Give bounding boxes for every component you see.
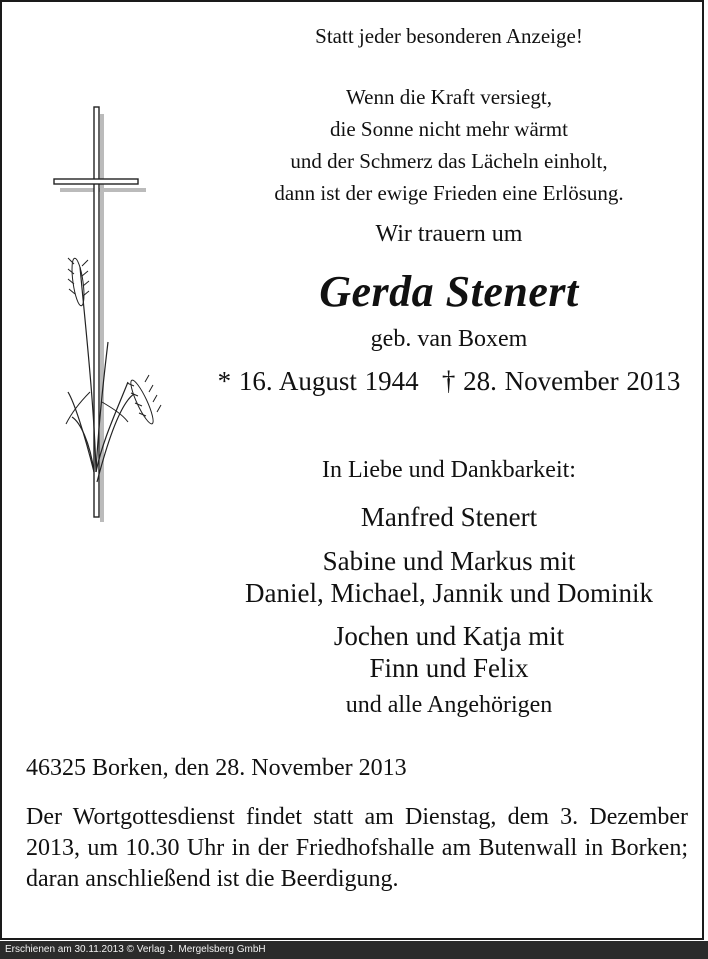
family-line: Jochen und Katja mit [333,621,565,651]
family-line-spouse: Manfred Stenert [360,502,538,532]
poem-line: dann ist der ewige Frieden eine Erlösung. [274,181,624,205]
family-line: Daniel, Michael, Jannik und Dominik [245,578,653,608]
place-and-date: 46325 Borken, den 28. November 2013 [26,755,407,781]
poem-line: Wenn die Kraft versiegt, [346,85,552,109]
service-details: Der Wortgottesdienst findet statt am Dienstag, dem 3. Dezember 2013, um 10.30 Uhr in der Friedhofshalle am Butenwall in Borken; daran anschließend ist die Beerdigung. [26,804,688,892]
deceased-name: Gerda Stenert [319,267,579,316]
family-group-2 [202,545,696,609]
notice-header: Statt jeder besonderen Anzeige! [315,24,583,48]
family-closing: und alle Angehörigen [345,692,553,718]
life-dates: * 16. August 1944 † 28. November 2013 [217,366,681,396]
mourning-line: Wir trauern um [375,221,523,247]
publication-footer: Erschienen am 30.11.2013 © Verlag J. Mergelsberg GmbH [0,941,708,959]
cross-with-wheat-icon [50,102,170,522]
family-line: Sabine und Markus mit [322,546,576,576]
birth-name: geb. van Boxem [370,326,528,352]
poem-line: die Sonne nicht mehr wärmt [330,117,568,141]
gratitude-line: In Liebe und Dankbarkeit: [322,457,576,483]
family-line: Finn und Felix [369,653,529,683]
poem [202,81,696,209]
family-group-3 [202,620,696,684]
poem-line: und der Schmerz das Lächeln einholt, [290,149,608,173]
